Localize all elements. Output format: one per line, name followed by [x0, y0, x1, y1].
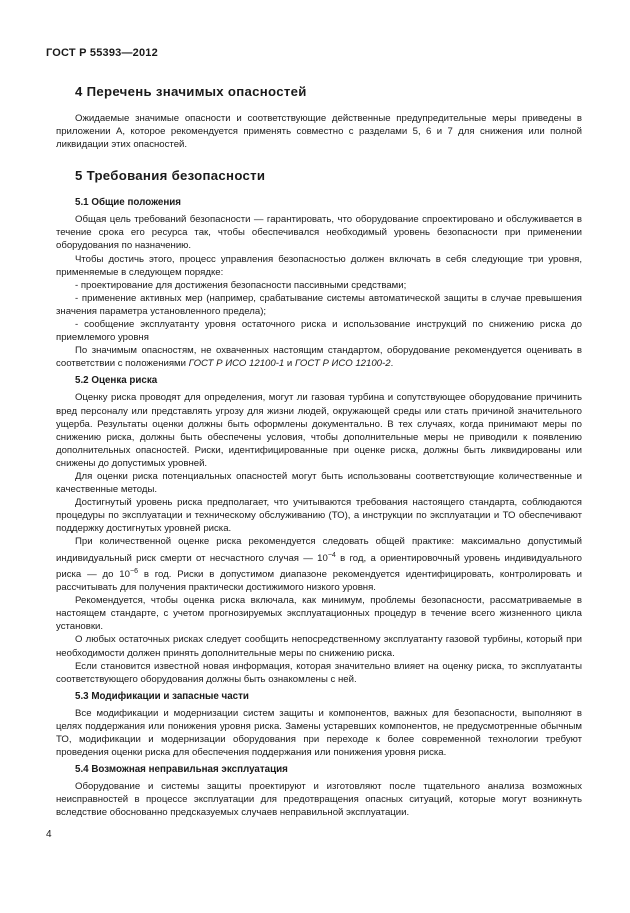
exponent: −4	[327, 551, 336, 559]
standard-reference: ГОСТ Р ИСО 12100-2	[294, 358, 391, 370]
section-4	[56, 84, 582, 151]
paragraph: Чтобы достичь этого, процесс управления безопасностью должен включать в себя следующие три уровня, применяемые в следующем порядке:	[56, 253, 582, 278]
paragraph: Рекомендуется, чтобы оценка риска включала, как минимум, проблемы безопасности, рассматриваемые в настоящем стандарте, с учетом прогнозируемых эксплуатационных процедур в течение всего жизненного цикла установки.	[56, 595, 582, 633]
text: и	[284, 358, 295, 370]
page-body	[56, 80, 582, 820]
subsection-5-1-title: 5.1 Общие положения	[75, 197, 182, 209]
subsection-5-2-title: 5.2 Оценка риска	[75, 375, 158, 387]
text: По значимым опасностям, не охваченных настоящим стандартом, оборудование рекомендуется оценивать в соответствии с положениями	[56, 345, 582, 370]
paragraph: Если становится известной новая информация, которая значительно влияет на оценку риска, то эксплуатанты соответствующего оборудования должны быть ознакомлены с ней.	[56, 660, 582, 685]
document-header: ГОСТ Р 55393—2012	[46, 47, 158, 59]
text: .	[390, 358, 394, 370]
text: в год, а ориентировочный уровень индивидуального риска — до 10	[56, 552, 583, 580]
exponent: −6	[129, 567, 138, 575]
paragraph	[56, 535, 582, 594]
text: в год. Риски в допустимом диапазоне рекомендуется идентифицировать, контролировать и рассчитывать для получения практически достижимого низкого уровня.	[56, 569, 582, 594]
subsection-5-3-title: 5.3 Модификации и запасные части	[75, 690, 249, 702]
paragraph: Для оценки риска потенциальных опасностей могут быть использованы соответствующие количественные и качественные методы.	[56, 470, 582, 496]
list-item: - сообщение эксплуатанту уровня остаточного риска и использование инструкций по снижению риска до приемлемого уровня	[56, 319, 582, 344]
standard-reference: ГОСТ Р ИСО 12100-1	[188, 358, 285, 370]
paragraph: Все модификации и модернизации систем защиты и компонентов, важных для безопасности, выполняют в целях поддержания или понижения уровня риска. Замены устаревших компонентов, не предусмотренные обычным ТО, модификации и модернизации оборудования при переходе к более современной технологии требуют проведения оценки риска для обеспечения поддержания или понижения уровня риска.	[56, 707, 582, 759]
page-number: 4	[46, 829, 52, 840]
section-5	[56, 168, 582, 819]
list-item: - применение активных мер (например, срабатывание системы автоматической защиты в случае превышения значения параметра установленного предела);	[56, 292, 582, 317]
subsection-5-4-title: 5.4 Возможная неправильная эксплуатация	[75, 764, 288, 776]
paragraph: Оборудование и системы защиты проектируют и изготовляют после тщательного анализа возможных неисправностей в процессе эксплуатации для предотвращения опасных ситуаций, которые могут возникнуть вследствие обоснованно предсказуемых случаев неправильной эксплуатации.	[56, 781, 582, 819]
section-4-title: 4 Перечень значимых опасностей	[75, 84, 307, 99]
list-item: - проектирование для достижения безопасности пассивными средствами;	[75, 279, 407, 291]
section-5-title: 5 Требования безопасности	[75, 168, 266, 184]
paragraph	[56, 344, 582, 370]
text: При количественной оценке риска рекомендуется следовать общей практике: максимально допустимый индивидуальный риск смерти от несчастного случая — 10	[56, 536, 582, 564]
paragraph: Общая цель требований безопасности — гарантировать, что оборудование спроектировано и обслуживается в течение срока его ресурса так, чтобы обеспечивался необходимый уровень безопасности при применении оборудования по назначению.	[56, 214, 582, 252]
paragraph: Ожидаемые значимые опасности и соответствующие действенные предупредительные меры приведены в приложении А, которое рекомендуется применять совместно с разделами 5, 6 и 7 для снижения или полной ликвидации этих опасностей.	[56, 113, 582, 151]
paragraph: Оценку риска проводят для определения, могут ли газовая турбина и сопутствующее оборудование причинить вред персоналу или представлять угрозу для жизни людей, окружающей среды или стать причиной значительного ущерба. Результаты оценки должны быть оформлены документально. В тех случаях, когда принимают меры по снижению риска, должны быть обеспечены условия, чтобы дополнительные меры не приводили к появлению дополнительных опасностей. Риски, идентифицированные при оценке риска, должны быть ликвидированы или снижены до допустимых уровней.	[56, 392, 582, 469]
paragraph: О любых остаточных рисках следует сообщить непосредственному эксплуатанту газовой турбины, который при необходимости должен принять дополнительные меры по снижению риска.	[56, 634, 582, 659]
paragraph: Достигнутый уровень риска предполагает, что учитываются требования настоящего стандарта, соблюдаются процедуры по эксплуатации и техническому обслуживанию (ТО), а инструкции по эксплуатации и ТО обеспечивают поддержку достигнутых уровней риска.	[56, 497, 582, 535]
